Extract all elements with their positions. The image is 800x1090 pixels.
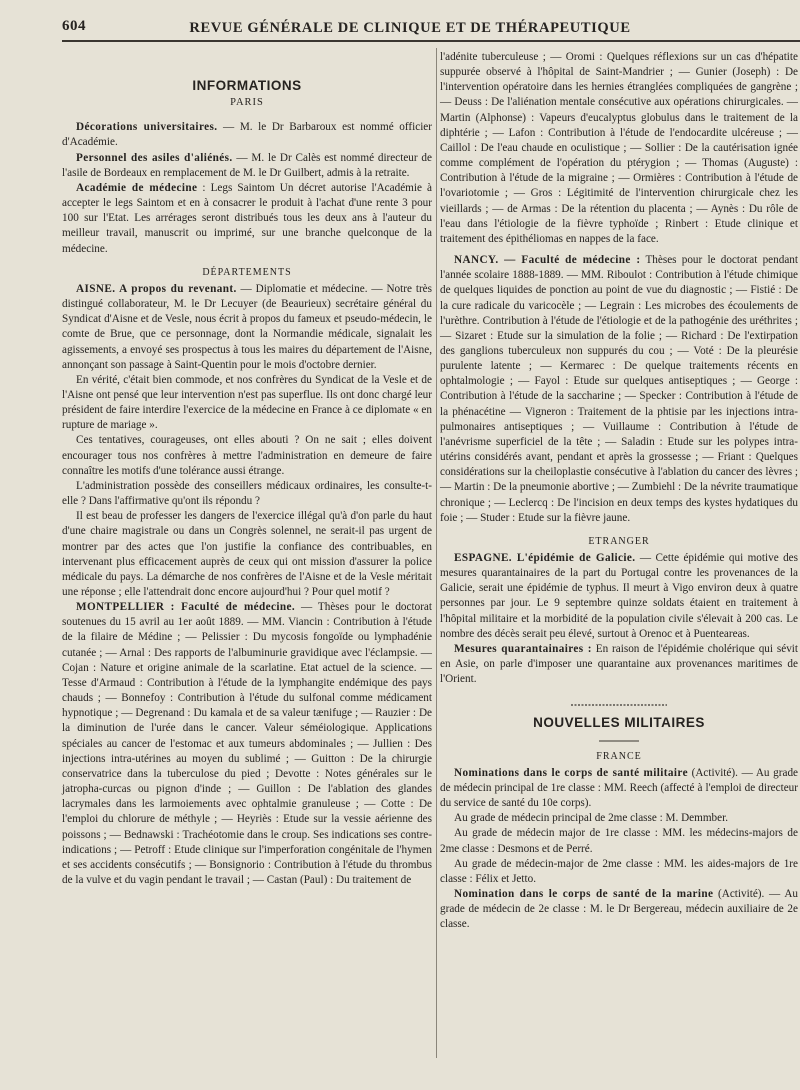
france-subtitle: FRANCE <box>596 750 642 762</box>
paris-subtitle: PARIS <box>230 97 264 109</box>
paragraph-exercice-illegal <box>62 509 432 600</box>
paragraph-text: L'administration possède des conseillers médicaux ordinaires, les consulte-t-elle ? Dans l'affirmative qu'ont ils répondu ? <box>62 479 432 508</box>
right-column <box>440 50 798 932</box>
paragraph-nancy <box>440 253 798 526</box>
paragraph-text: — Diplomatie et médecine. — Notre très distingué collaborateur, M. le Dr Lecuyer (de Beaurieux) secrétaire général du Syndicat d'Aisne et de Vesle, nous écrit à propos du fameux et pseudo-médecin, le comte de Brue, que ce personnage, dont la Normandie médicale, signalait les agissements, a envoyé ses prospectus à tous les maires du département de l'Aisne, annonçant son passage à Saint-Quentin pour le mois d'octobre dernier. <box>62 282 432 371</box>
header-rule <box>62 40 800 42</box>
ornament-divider <box>571 701 667 709</box>
paragraph-text: : Legs Saintom Un décret autorise l'Académie à accepter le legs Saintom et en à consacrer le produit à l'achat d'une rente 3 pour 100 sur l'Etat. Les arrérages seront distribués tous les deux ans à l'auteur du meilleur travail, manuscrit ou imprimé, sur une branche quelconque de la médecine. <box>62 181 432 255</box>
paragraph-medecin-major-1 <box>440 826 798 856</box>
paragraph-espagne <box>440 551 798 642</box>
paragraph-text: En vérité, c'était bien commode, et nos confrères du Syndicat de la Vesle et de l'Aisne ont pensé que leur intervention n'est pas superflue. Ils ont donc chargé leur président de faire interdire l'exercice de la médecine en France à ce diplomate « en rupture de mariage ». <box>62 373 432 432</box>
paragraph-medecin-principal-2 <box>440 811 798 826</box>
informations-title: INFORMATIONS <box>192 78 302 93</box>
paragraph-personnel-asiles <box>62 151 432 181</box>
column-divider <box>436 48 437 1058</box>
paragraph-text: Au grade de médecin-major de 2me classe : MM. les aides-majors de 1re classe : Félix et Jetto. <box>440 857 798 885</box>
paragraph-heading: ESPAGNE. L'épidémie de Galicie. <box>454 552 636 564</box>
paragraph-text: Au grade de médecin major de 1re classe : MM. les médecins-majors de 2me classe : Desmons et de Perré. <box>440 827 798 855</box>
paragraph-theses-continued: l'adénite tuberculeuse ; — Oromi : Quelques réflexions sur un cas d'hépatite suppurée observé à l'hôpital de Saint-Mandrier ; — Gunier (Joseph) : De l'intervention opératoire dans les hernies étranglées compliquées de gangrène ; — Deuss : De l'aliénation mentale consécutive aux opérations chirurgicales. — Martin (Alphonse) : Vapeurs d'eucalyptus globulus dans le traitement de la diphtérie ; — Lafon : Contribution à l'étude de l'endocardite ulcéreuse ; — Caillol : De l'eau chaude en oculistique ; — Sollier : De la cautérisation ignée comme complément de l'opération du ptérygion ; — Thomas (Auguste) : Contribution à l'étude de la migraine ; — Ormières : Contribution à l'étude de l'ovariotomie ; — Gros : Légitimité de l'intervention chirurgicale chez les vieillards ; — de Armas : De la rétention du placenta ; — Aynès : Du rôle de l'eau dans l'étiologie de la fièvre typhoïde ; Rinbert : Etude clinique et traitement des épithéliomas en nappes de la face. <box>440 51 798 245</box>
paragraph-heading: AISNE. A propos du revenant. <box>76 282 237 295</box>
etranger-title: ETRANGER <box>588 535 650 547</box>
paragraph-aisne <box>62 282 432 373</box>
paragraph-montpellier <box>62 600 432 888</box>
paragraph-text: — M. le Dr Calès est nommé directeur de l'asile de Bordeaux en remplacement de M. le Dr Guilbert, admis à la retraite. <box>62 151 432 179</box>
paragraph-nomination-marine <box>440 887 798 932</box>
paragraph-text: En raison de l'épidémie cholérique qui sévit en Asie, on parle d'imposer une quarantaine aux provenances maritimes de l'Orient. <box>440 642 798 686</box>
running-title: REVUE GÉNÉRALE DE CLINIQUE ET DE THÉRAPEUTIQUE <box>189 20 631 36</box>
paragraph-text: — M. le Dr Barbaroux est nommé officier d'Académie. <box>62 121 432 149</box>
paragraph-text: Thèses pour le doctorat pendant l'année scolaire 1888-1889. — MM. Riboulot : Contribution à l'étude chimique de quelques liquides de ponction au point de vue du diagnostic ; — Fistié : De la cure radicale du varicocèle ; — Legrain : Les microbes des écoulements de l'urèthre. Contribution à l'étude de l'étiologie et de la pathogénie des uréthrites ; — Sizaret : Etude sur la simulation de la folie ; — Richard : De l'extirpation des ganglions tuberculeux non suppurés du cou ; — Voté : De la pleurésie purulente latente ; — Kermarec : De quelque traitements récents en ophtalmologie ; — Fayol : Etude sur quelques antiseptiques ; — George : Contribution à l'étude de la saccharine ; — Specker : Contribution à l'étude de la phénacétine — Vigneron : Traitement de la phtisie par les injections intra-pulmonaires antiseptiques ; — Vuillaume : Contribution à l'étude de l'anévrisme superficiel de la tête ; — Saladin : Etude sur les polypes intra-utérins considérés avant, pendant et après la grossesse ; — Friant : Quelques considérations sur la cheiloplastie consécutive à l'ablation du cancer des lèvres ; — Martin : De la pneumonie abortive ; — Zumbiehl : De la névrite traumatique chronique ; — Leclercq : De l'incision en deux temps des kystes hydatiques du foie ; — Studer : Etude sur la fièvre jaune. <box>440 254 798 524</box>
paragraph-heading: Nominations dans le corps de santé militaire <box>454 766 688 779</box>
paragraph-text: Ces tentatives, courageuses, ont elles abouti ? On ne sait ; elles doivent encourager tous nos confrères à mettre l'administration en demeure de faire connaître les motifs d'une tolérance aussi étrange. <box>62 434 432 477</box>
paragraph-academie <box>62 181 432 257</box>
title-rule <box>599 737 639 745</box>
paragraph-text: — Cette épidémie qui motive des mesures quarantainaires de la part du Portugal contre les provenances de la Galicie, serait une épidémie de typhus. Il meurt à Vigo environ deux à quatre personnes par jour. Le 9 septembre quinze soldats étaient en traitement à l'hôpital militaire et la morbidité de la population civile s'élevait à 200 cas. Le nombre des décès serait peu élevé, surtout à Orenoc et à Puenteareas. <box>440 552 798 640</box>
paragraph-heading: Nomination dans le corps de santé de la marine <box>454 887 714 900</box>
paragraph-text: (Activité). — Au grade de médecin principal de 1re classe : MM. Reech (affecté à l'emploi de directeur du service de santé du 10e corps). <box>440 766 798 810</box>
paragraph-heading: Personnel des asiles d'aliénés. <box>76 151 233 164</box>
paragraph-text: Il est beau de professer les dangers de l'exercice illégal qu'à d'on parle du haut d'une chaire magistrale ou dans un Congrès solennel, ne serait-il pas urgent de montrer par des actes que l'on justifie la confiance des contribuables, en intervenant plus efficacement auprès de ceux qui ont mission d'assurer la police médicale du pays. La démarche de nos confrères de l'Aisne et de la Vesle méritait une réponse ; elle l'attendrait donc encore aujourd'hui ? Pour quel motif ? <box>62 510 432 598</box>
paragraph-decorations <box>62 120 432 150</box>
paragraph-mesures-quarantainaires <box>440 642 798 687</box>
nouvelles-militaires-title: NOUVELLES MILITAIRES <box>533 715 705 731</box>
paragraph-tentatives <box>62 433 432 478</box>
paragraph-heading: Décorations universitaires. <box>76 121 218 134</box>
paragraph-nominations-militaire <box>440 766 798 811</box>
paragraph-text: — Thèses pour le doctorat soutenues du 15 avril au 1er août 1889. — MM. Viancin : Contribution à l'étude de la filaire de Médine ; — Pelissier : Du mycosis fongoïde ou lymphadénie cutanée ; — Arnal : Des rapports de l'albuminurie gravidique avec l'éclampsie. — Cojan : Nature et origine animale de la scarlatine. Etat actuel de la science. — Tesse d'Armaud : Contribution à l'étude de la lymphangite endémique des pays chauds ; — Bonnefoy : Contribution à l'étude du sulfonal comme médicament hypnotique ; — Degrenand : Du kamala et de sa valeur tænifuge ; — Rauzier : De la diminution de l'urée dans le cancer. Valeur séméiologique. Applications spéciales au cancer de l'estomac et aux tumeurs abdominales ; — Jullien : Des injections intra-utérines au moyen du sublimé ; — Guitton : De la chirurgie conservatrice dans la tuberculose du pied ; Devotte : Notes générales sur le jatropha-curcas ou pignon d'inde ; — Guillon : De l'ablation des glandes lacrymales dans les larmoiements avec ophtalmie granuleuse ; — Cotte : De l'emploi du chlorure de méthyle ; — Heyriès : Etude sur la vessie aérienne des poissons ; — Bednawski : Trachéotomie dans le croup. Ses indications ses contre-indications ; — Petroff : Etude clinique sur l'imperforation congénitale de l'hymen et ses accidents consécutifs ; — Bonsignorio : Contribution à l'étude du thrombus de la vulve et du vagin pendant le travail ; — Castan (Paul) : Du traitement de <box>62 601 432 886</box>
page-header <box>0 0 800 40</box>
paragraph-heading: MONTPELLIER : Faculté de médecine. <box>76 601 296 614</box>
paragraph-administration <box>62 479 432 509</box>
paragraph-text: (Activité). — Au grade de médecin de 2e classe : M. le Dr Bergereau, médecin auxiliaire de 2e classe. <box>440 887 798 931</box>
paragraph-en-verite <box>62 373 432 434</box>
paragraph-heading: Mesures quarantainaires : <box>454 642 592 655</box>
left-column <box>62 50 432 888</box>
paragraph-medecin-major-2 <box>440 857 798 887</box>
departements-title: DÉPARTEMENTS <box>202 266 292 278</box>
page-number: 604 <box>62 18 86 34</box>
paragraph-heading: NANCY. — Faculté de médecine : <box>454 254 641 267</box>
paragraph-text: Au grade de médecin principal de 2me classe : M. Demmber. <box>454 812 729 825</box>
paragraph-heading: Académie de médecine <box>76 181 198 194</box>
